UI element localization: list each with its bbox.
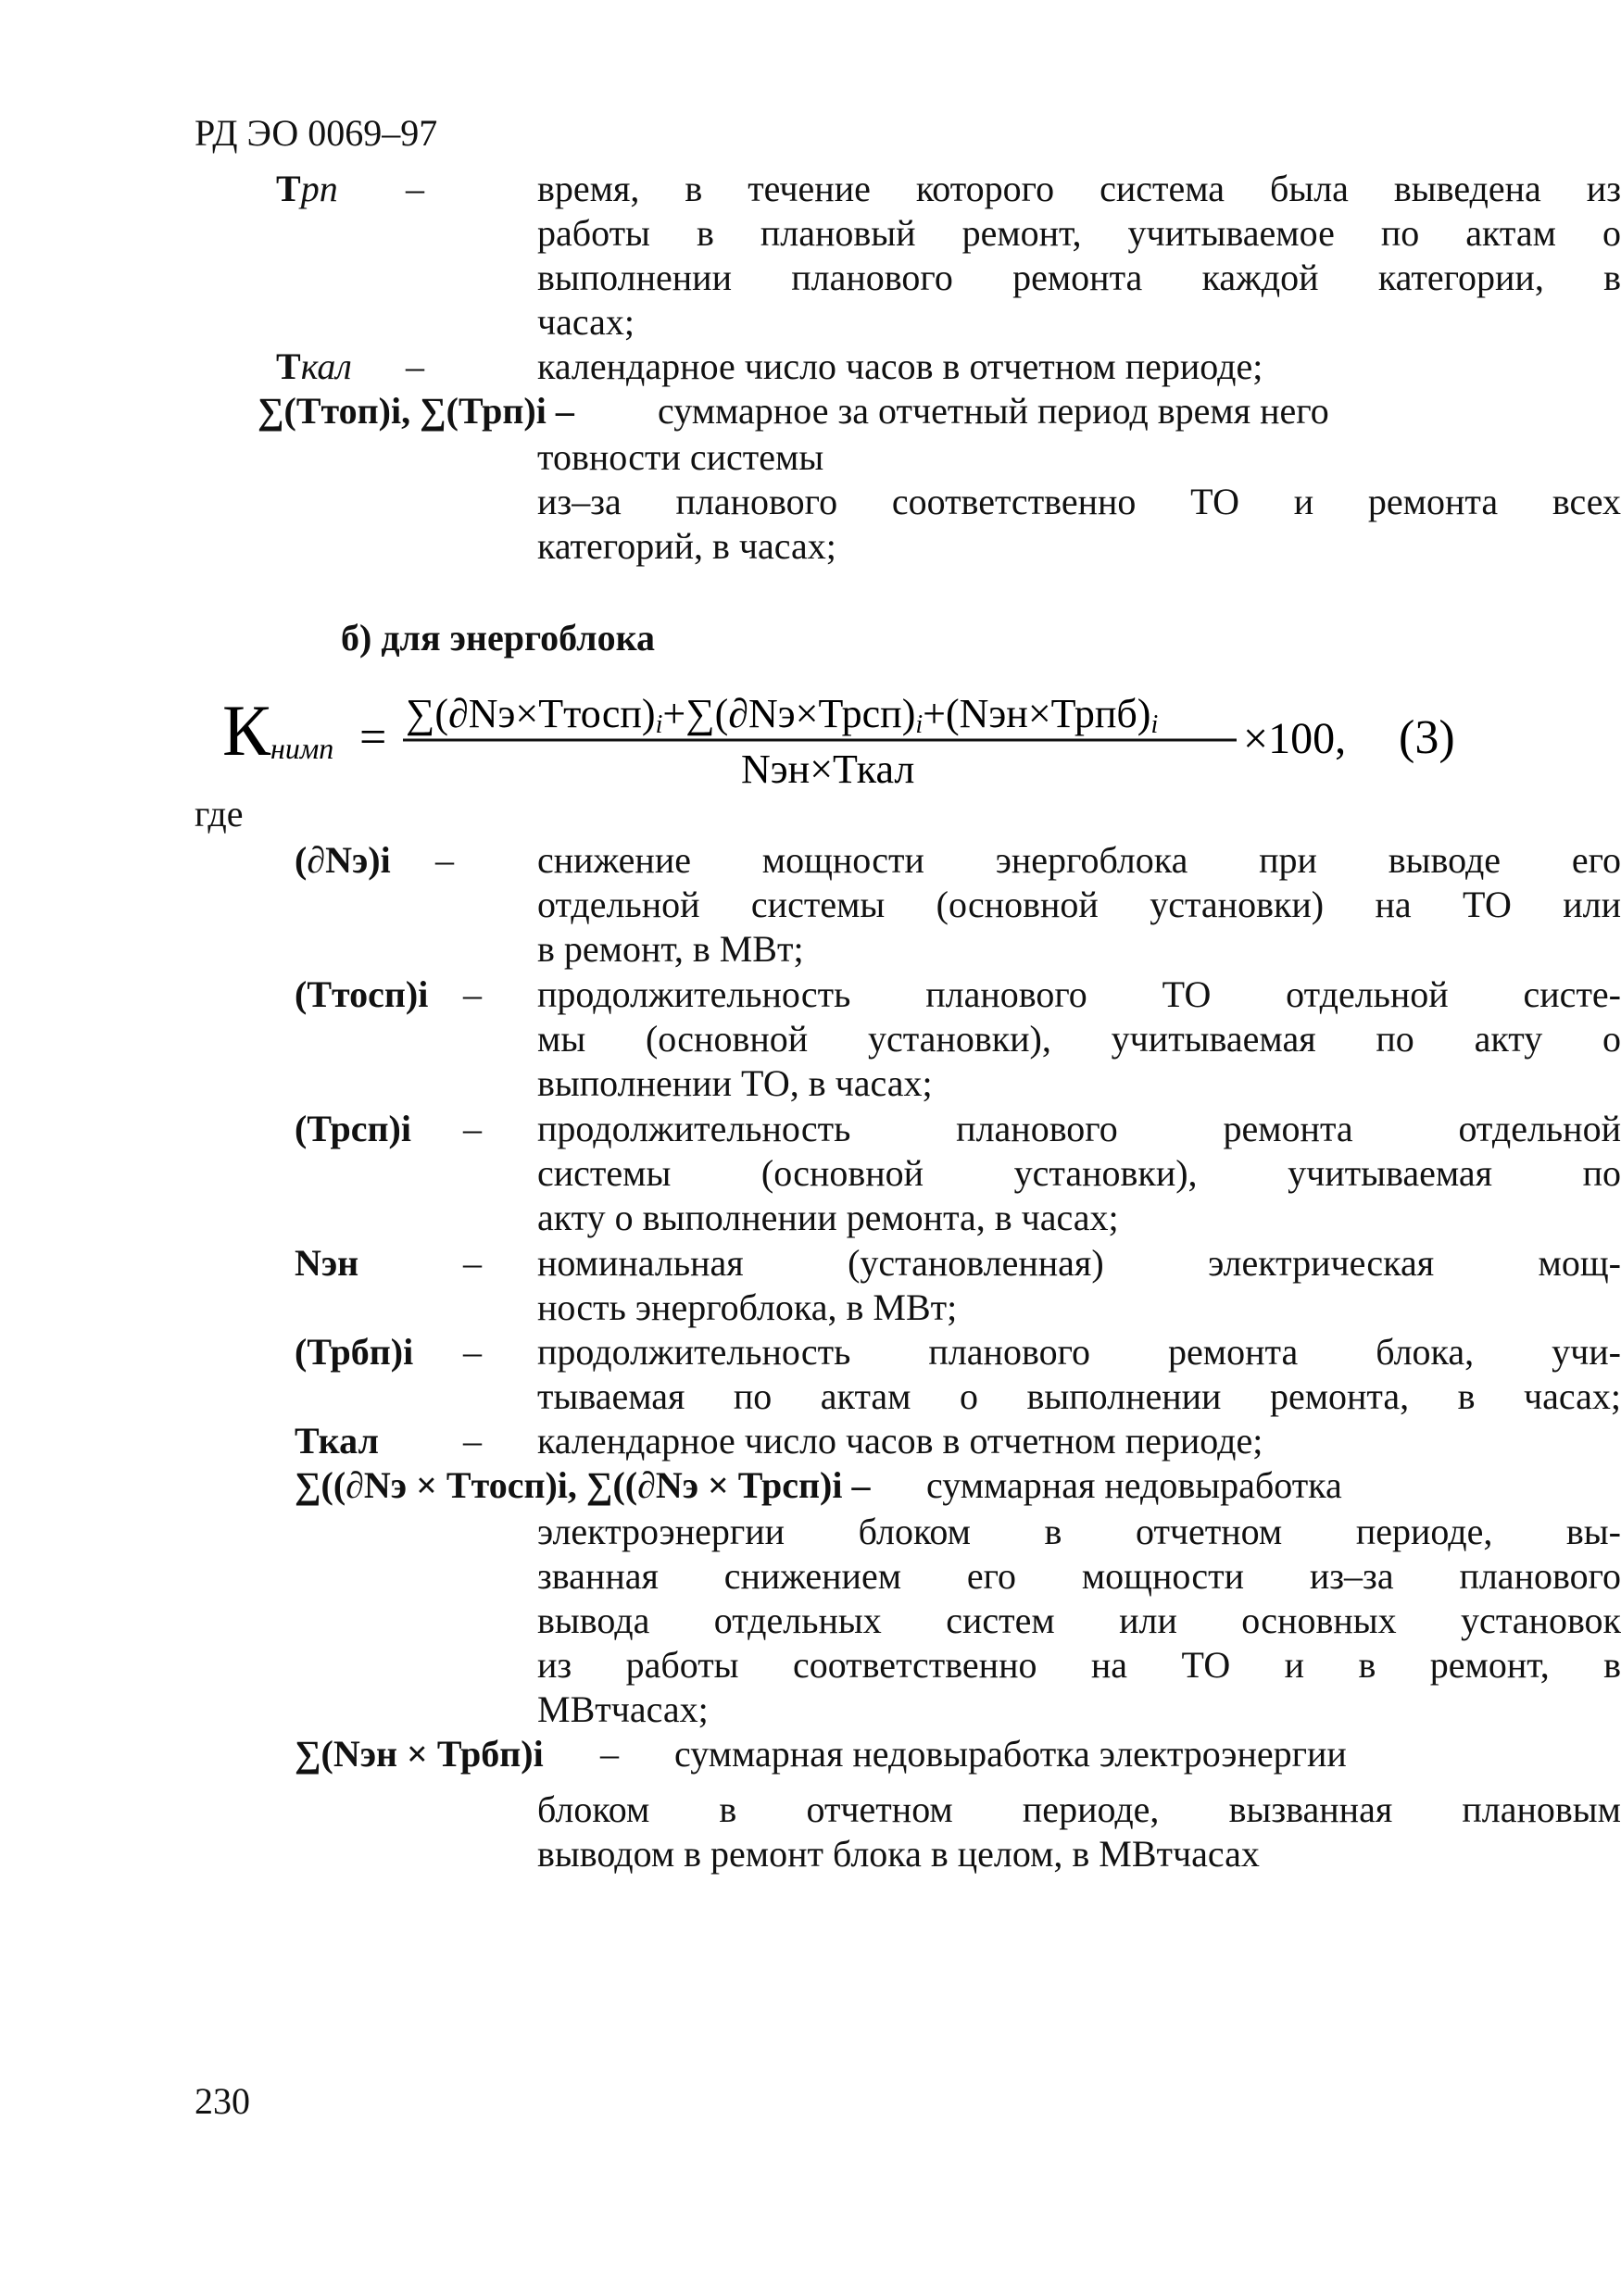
- def-description-dNe: снижение мощности энергоблока при выводе его отдельной системы (основной установки) на ТО или в ремонт, в МВт;: [537, 839, 1621, 970]
- formula-equals: =: [359, 711, 387, 764]
- def-description-sum-block: блоком в отчетном периоде, вызванная плановым выводом в ремонт блока в целом, в МВтчасах: [537, 1788, 1621, 1875]
- def-symbol-tosp: (Ттосп)i: [295, 973, 429, 1015]
- page-number: 230: [195, 2080, 250, 2122]
- document-code: РД ЭО 0069–97: [195, 112, 438, 154]
- def-description-tkal: календарное число часов в отчетном периоде;: [537, 1420, 1263, 1462]
- term-inline-description: суммарное за отчетный период время него: [658, 390, 1329, 432]
- def-symbol-trbp: (Трбп)i: [295, 1331, 414, 1373]
- def-dash: –: [463, 973, 482, 1015]
- def-symbol-sum-block: ∑(Nэн × Трбп)i: [295, 1733, 544, 1775]
- def-dash: –: [600, 1733, 619, 1775]
- section-heading: б) для энергоблока: [341, 617, 656, 659]
- def-description-sum-underproduction: электроэнергии блоком в отчетном периоде, вы- званная снижением его мощности из–за планового вывода отдельных систем или основных установок из работы соответственно на ТО и в ремонт, в МВтчасах;: [537, 1511, 1621, 1730]
- def-dash: –: [435, 839, 454, 881]
- def-description-nen: номинальная (установленная) электрическая мощ- ность энергоблока, в МВт;: [537, 1242, 1621, 1328]
- def-description-tosp: продолжительность планового ТО отдельной систе- мы (основной установки), учитываемая по акту о выполнении ТО, в часах;: [537, 973, 1621, 1104]
- formula-multiplier: ×100,: [1243, 714, 1347, 763]
- formula-lhs-main: К: [222, 690, 271, 771]
- def-inline-description: суммарная недовыработка электроэнергии: [674, 1733, 1347, 1775]
- def-symbol-nen: Nэн: [295, 1242, 359, 1284]
- term-description-sum-top-rp: товности системы из–за планового соответственно ТО и ремонта всех категорий, в часах;: [537, 436, 1621, 567]
- term-symbol-sum-top-rp: ∑(Ттоп)i, ∑(Трп)i –: [258, 390, 574, 432]
- def-inline-description: суммарная недовыработка: [926, 1464, 1342, 1506]
- def-dash: –: [463, 1420, 482, 1462]
- def-symbol-trsp: (Трсп)i: [295, 1108, 411, 1149]
- def-dash: –: [463, 1242, 482, 1284]
- def-symbol-tkal: Ткал: [295, 1420, 379, 1462]
- formula-lhs-sub: нимп: [270, 732, 334, 765]
- term-description-tkal: календарное число часов в отчетном периоде;: [537, 345, 1263, 387]
- def-description-trbp: продолжительность планового ремонта блока, учи- тываемая по актам о выполнении ремонта, в часах;: [537, 1331, 1621, 1417]
- def-symbol-dNe: (∂Nэ)i: [295, 839, 391, 881]
- term-symbol-trp: Трп: [276, 168, 338, 209]
- where-label: где: [195, 793, 244, 834]
- term-symbol-tkal: Ткал: [276, 345, 352, 387]
- def-dash: –: [463, 1108, 482, 1149]
- def-description-trsp: продолжительность планового ремонта отдельной системы (основной установки), учитываемая по акту о выполнении ремонта, в часах;: [537, 1108, 1621, 1238]
- formula-number: (3): [1399, 711, 1455, 764]
- def-dash: –: [463, 1331, 482, 1373]
- term-dash: –: [406, 168, 424, 209]
- formula-k-nimp: [222, 681, 1464, 792]
- formula-denominator: Nэн×Ткал: [741, 747, 915, 792]
- formula-numerator: ∑(∂Nэ×Ттосп)i+∑(∂Nэ×Трсп)i+(Nэн×Трпб)i: [406, 691, 1159, 739]
- term-dash: –: [406, 345, 424, 387]
- term-description-trp: время, в течение которого система была выведена из работы в плановый ремонт, учитываемое по актам о выполнении планового ремонта каждой категории, в часах;: [537, 168, 1621, 343]
- def-symbol-sum-underproduction: ∑((∂Nэ × Ттосп)i, ∑((∂Nэ × Трсп)i –: [295, 1464, 871, 1506]
